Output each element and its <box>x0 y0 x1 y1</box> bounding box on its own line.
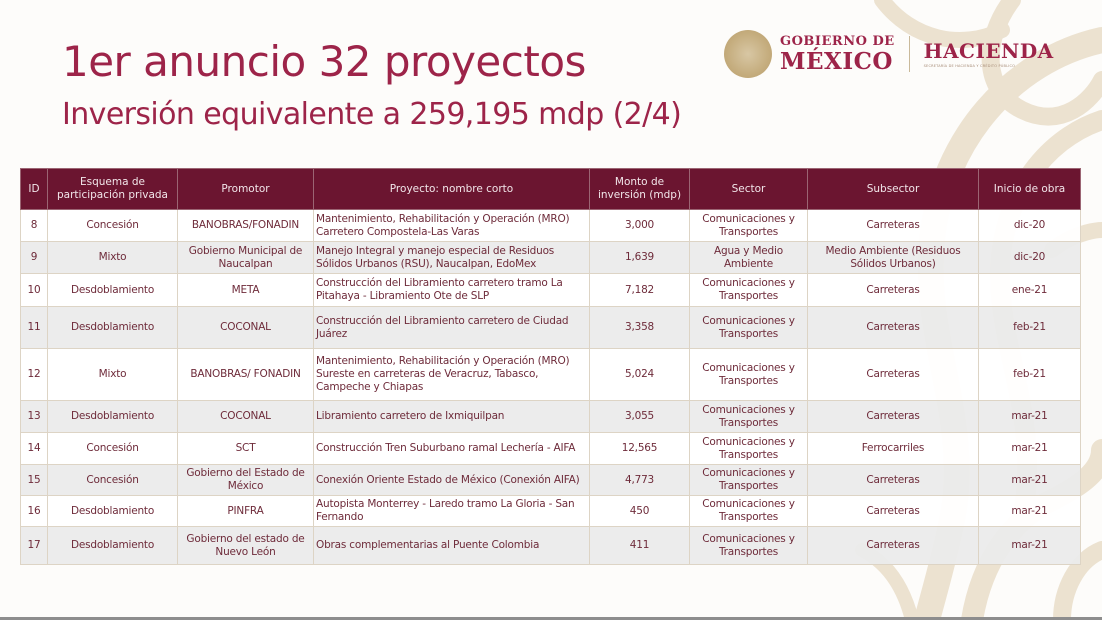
cell-inicio: dic-20 <box>979 242 1081 274</box>
cell-inicio: mar-21 <box>979 465 1081 496</box>
cell-proyecto: Construcción del Libramiento carretero de Ciudad Juárez <box>314 307 590 349</box>
cell-promotor: Gobierno del estado de Nuevo León <box>178 527 314 565</box>
cell-sector: Agua y Medio Ambiente <box>690 242 808 274</box>
cell-id: 11 <box>21 307 48 349</box>
cell-sector: Comunicaciones y Transportes <box>690 465 808 496</box>
column-header-sector: Sector <box>690 169 808 210</box>
table-row <box>21 274 1081 307</box>
cell-sector: Comunicaciones y Transportes <box>690 433 808 465</box>
column-header-proyecto: Proyecto: nombre corto <box>314 169 590 210</box>
cell-esquema: Desdoblamiento <box>48 496 178 527</box>
cell-id: 12 <box>21 349 48 401</box>
cell-proyecto: Conexión Oriente Estado de México (Conexión AIFA) <box>314 465 590 496</box>
cell-id: 14 <box>21 433 48 465</box>
cell-monto: 3,055 <box>590 401 690 433</box>
government-logo <box>724 28 1054 80</box>
table-row <box>21 210 1081 242</box>
table-row <box>21 465 1081 496</box>
logo-divider <box>909 36 910 72</box>
cell-promotor: PINFRA <box>178 496 314 527</box>
cell-inicio: dic-20 <box>979 210 1081 242</box>
column-header-subsector: Subsector <box>808 169 979 210</box>
cell-inicio: feb-21 <box>979 349 1081 401</box>
cell-sector: Comunicaciones y Transportes <box>690 210 808 242</box>
table-row <box>21 349 1081 401</box>
cell-subsector: Ferrocarriles <box>808 433 979 465</box>
table-row <box>21 496 1081 527</box>
cell-subsector: Carreteras <box>808 401 979 433</box>
table-row <box>21 307 1081 349</box>
cell-monto: 411 <box>590 527 690 565</box>
table-row <box>21 433 1081 465</box>
table-row <box>21 242 1081 274</box>
cell-promotor: SCT <box>178 433 314 465</box>
projects-table <box>20 168 1081 565</box>
cell-proyecto: Construcción Tren Suburbano ramal Lechería - AIFA <box>314 433 590 465</box>
hacienda-title: HACIENDA <box>923 38 1054 63</box>
cell-esquema: Desdoblamiento <box>48 307 178 349</box>
cell-inicio: feb-21 <box>979 307 1081 349</box>
cell-subsector: Carreteras <box>808 210 979 242</box>
cell-sector: Comunicaciones y Transportes <box>690 527 808 565</box>
column-header-inicio: Inicio de obra <box>979 169 1081 210</box>
cell-proyecto: Libramiento carretero de Ixmiquilpan <box>314 401 590 433</box>
column-header-promotor: Promotor <box>178 169 314 210</box>
national-seal-icon <box>724 30 772 78</box>
hacienda-subtitle: SECRETARÍA DE HACIENDA Y CRÉDITO PÚBLICO <box>923 63 1016 68</box>
cell-esquema: Desdoblamiento <box>48 274 178 307</box>
cell-subsector: Carreteras <box>808 274 979 307</box>
column-header-id: ID <box>21 169 48 210</box>
cell-subsector: Carreteras <box>808 527 979 565</box>
cell-id: 15 <box>21 465 48 496</box>
cell-sector: Comunicaciones y Transportes <box>690 349 808 401</box>
cell-monto: 4,773 <box>590 465 690 496</box>
column-header-esquema: Esquema de participación privada <box>48 169 178 210</box>
cell-proyecto: Mantenimiento, Rehabilitación y Operación (MRO) Carretero Compostela-Las Varas <box>314 210 590 242</box>
cell-promotor: COCONAL <box>178 307 314 349</box>
page-title: 1er anuncio 32 proyectos <box>62 37 586 86</box>
cell-promotor: BANOBRAS/ FONADIN <box>178 349 314 401</box>
cell-proyecto: Construcción del Libramiento carretero tramo La Pitahaya - Libramiento Ote de SLP <box>314 274 590 307</box>
cell-subsector: Carreteras <box>808 349 979 401</box>
cell-proyecto: Autopista Monterrey - Laredo tramo La Gloria - San Fernando <box>314 496 590 527</box>
cell-inicio: mar-21 <box>979 433 1081 465</box>
cell-subsector: Medio Ambiente (Residuos Sólidos Urbanos) <box>808 242 979 274</box>
gobierno-de-mexico-wordmark <box>780 35 895 73</box>
gobierno-line2: MÉXICO <box>780 48 893 75</box>
cell-sector: Comunicaciones y Transportes <box>690 496 808 527</box>
cell-esquema: Concesión <box>48 465 178 496</box>
cell-promotor: COCONAL <box>178 401 314 433</box>
cell-id: 8 <box>21 210 48 242</box>
cell-monto: 1,639 <box>590 242 690 274</box>
cell-esquema: Concesión <box>48 433 178 465</box>
cell-monto: 3,358 <box>590 307 690 349</box>
cell-id: 16 <box>21 496 48 527</box>
cell-promotor: Gobierno Municipal de Naucalpan <box>178 242 314 274</box>
cell-proyecto: Obras complementarias al Puente Colombia <box>314 527 590 565</box>
column-header-monto: Monto de inversión (mdp) <box>590 169 690 210</box>
cell-inicio: ene-21 <box>979 274 1081 307</box>
cell-esquema: Desdoblamiento <box>48 401 178 433</box>
table-row <box>21 401 1081 433</box>
cell-promotor: BANOBRAS/FONADIN <box>178 210 314 242</box>
cell-proyecto: Manejo Integral y manejo especial de Residuos Sólidos Urbanos (RSU), Naucalpan, EdoMex <box>314 242 590 274</box>
projects-table-container <box>20 168 1080 565</box>
cell-sector: Comunicaciones y Transportes <box>690 307 808 349</box>
cell-inicio: mar-21 <box>979 401 1081 433</box>
cell-subsector: Carreteras <box>808 496 979 527</box>
cell-monto: 7,182 <box>590 274 690 307</box>
cell-id: 10 <box>21 274 48 307</box>
table-row <box>21 527 1081 565</box>
cell-esquema: Mixto <box>48 349 178 401</box>
cell-sector: Comunicaciones y Transportes <box>690 274 808 307</box>
cell-id: 17 <box>21 527 48 565</box>
cell-inicio: mar-21 <box>979 527 1081 565</box>
cell-subsector: Carreteras <box>808 465 979 496</box>
cell-monto: 12,565 <box>590 433 690 465</box>
cell-esquema: Concesión <box>48 210 178 242</box>
cell-id: 13 <box>21 401 48 433</box>
cell-proyecto: Mantenimiento, Rehabilitación y Operación (MRO) Sureste en carreteras de Veracruz, Tabasco, Campeche y Chiapas <box>314 349 590 401</box>
table-header-row <box>21 169 1081 210</box>
hacienda-wordmark <box>923 38 1054 68</box>
cell-monto: 450 <box>590 496 690 527</box>
cell-inicio: mar-21 <box>979 496 1081 527</box>
cell-esquema: Mixto <box>48 242 178 274</box>
cell-promotor: Gobierno del Estado de México <box>178 465 314 496</box>
cell-monto: 5,024 <box>590 349 690 401</box>
gobierno-line1: GOBIERNO DE <box>780 34 895 49</box>
cell-monto: 3,000 <box>590 210 690 242</box>
cell-esquema: Desdoblamiento <box>48 527 178 565</box>
page-subtitle: Inversión equivalente a 259,195 mdp (2/4) <box>62 97 682 132</box>
cell-subsector: Carreteras <box>808 307 979 349</box>
cell-promotor: META <box>178 274 314 307</box>
cell-id: 9 <box>21 242 48 274</box>
cell-sector: Comunicaciones y Transportes <box>690 401 808 433</box>
